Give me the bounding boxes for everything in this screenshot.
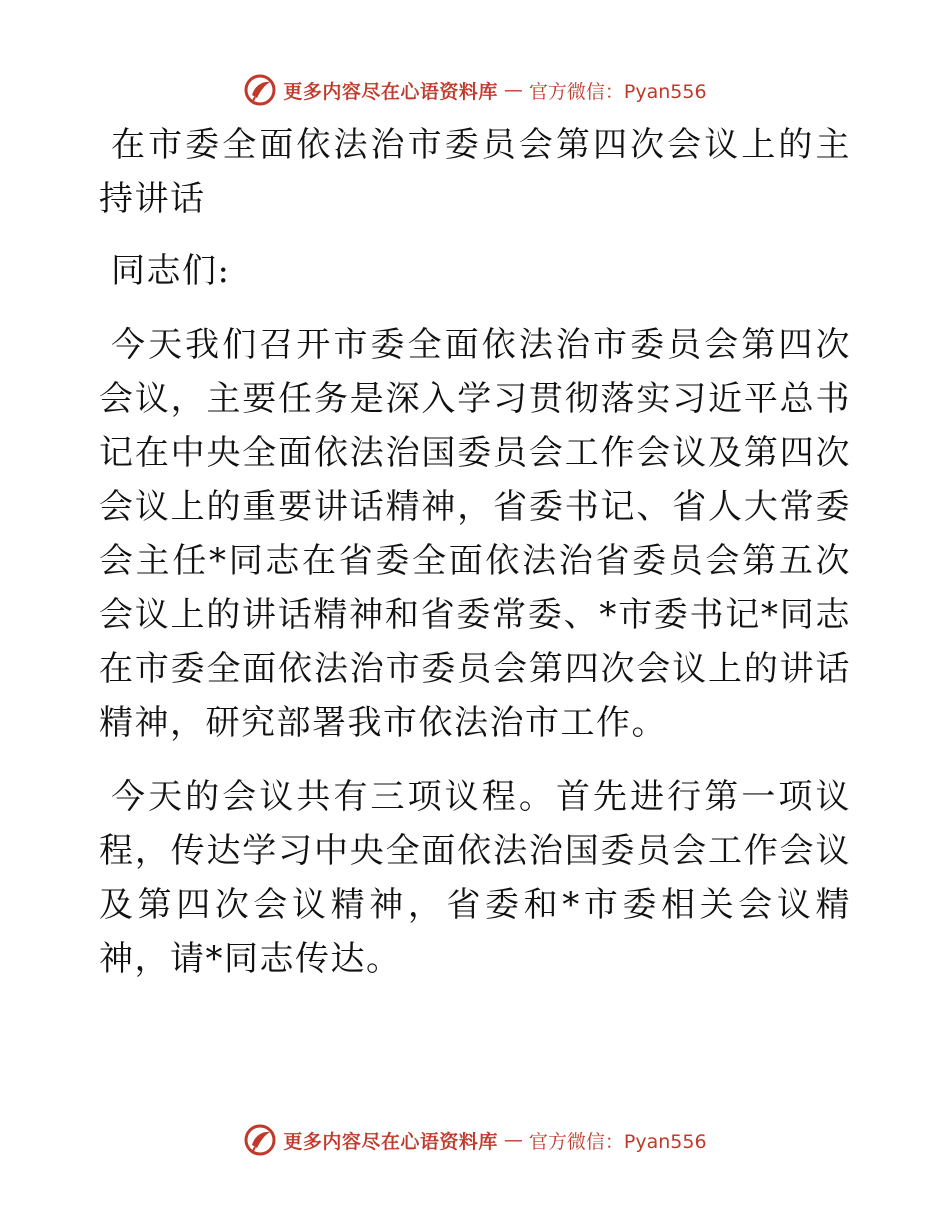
banner-site-text: 更多内容尽在心语资料库 [283, 80, 498, 103]
document-body [99, 118, 851, 1006]
banner-separator: — [503, 1129, 523, 1151]
paragraph-2: 今天的会议共有三项议程。首先进行第一项议程，传达学习中央全面依法治国委员会工作会议及第四次会议精神，省委和*市委相关会议精神，请*同志传达。 [99, 777, 851, 979]
header-watermark-banner [0, 70, 950, 110]
brand-logo-icon [243, 1123, 277, 1157]
banner-contact: 官方微信：Pyan556 [528, 1130, 707, 1153]
brand-logo-icon [243, 73, 277, 107]
paragraph-1: 今天我们召开市委全面依法治市委员会第四次会议，主要任务是深入学习贯彻落实习近平总书记在中央全面依法治国委员会工作会议及第四次会议上的重要讲话精神，省委书记、省人大常委会主任*同志在省委全面依法治省委员会第五次会议上的讲话精神和省委常委、*市委书记*同志在市委全面依法治市委员会第四次会议上的讲话精神，研究部署我市依法治市工作。 [99, 325, 851, 743]
banner-contact: 官方微信：Pyan556 [528, 80, 707, 103]
footer-watermark-banner [0, 1120, 950, 1160]
banner-separator: — [503, 79, 523, 101]
salutation: 同志们: [111, 251, 231, 291]
document-title: 在市委全面依法治市委员会第四次会议上的主持讲话 [99, 125, 851, 219]
banner-site-text: 更多内容尽在心语资料库 [283, 1130, 498, 1153]
